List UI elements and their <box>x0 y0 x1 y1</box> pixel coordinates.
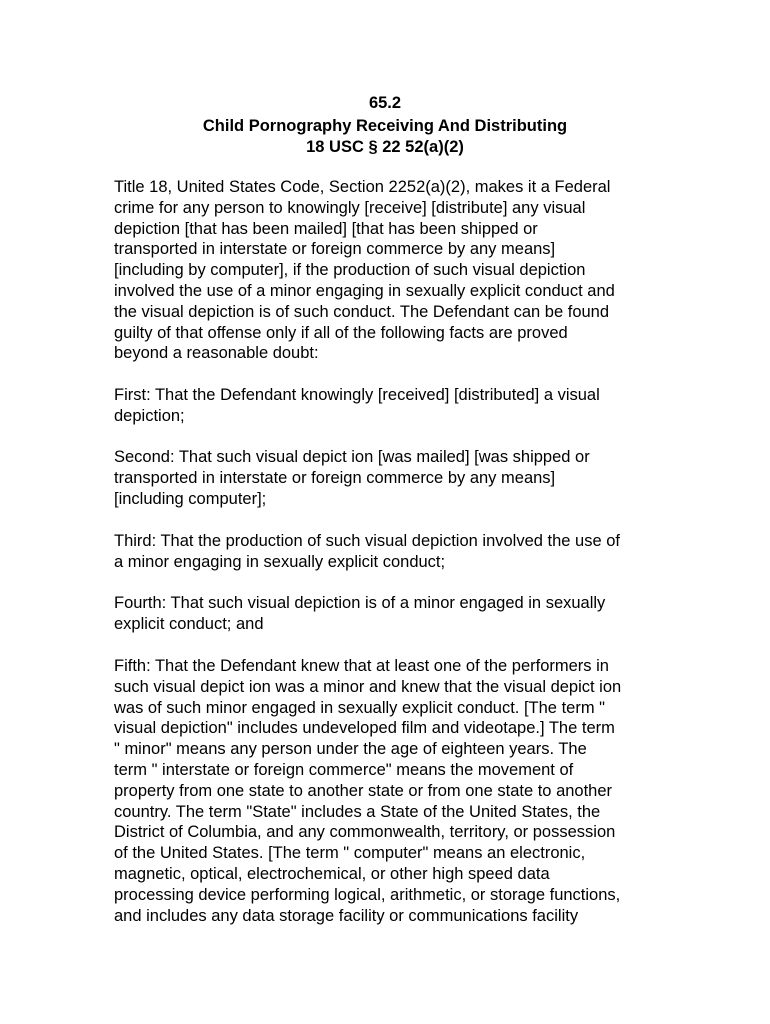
text-line: transported in interstate or foreign commerce by any means] <box>114 468 556 487</box>
text-line: " minor" means any person under the age of eighteen years. The <box>114 740 587 759</box>
text-line: Fifth: That the Defendant knew that at least one of the performers in <box>114 657 609 675</box>
text-line: District of Columbia, and any commonwealth, territory, or possession <box>114 823 616 842</box>
text-line: Second: That such visual depict ion [was mailed] [was shipped or <box>114 448 590 466</box>
text-line: Title 18, United States Code, Section 2252(a)(2), makes it a Federal <box>114 178 611 196</box>
text-line: beyond a reasonable doubt: <box>114 344 319 363</box>
text-line: Third: That the production of such visual depiction involved the use of <box>114 532 620 550</box>
element-fifth-paragraph <box>114 656 666 926</box>
text-line: country. The term "State" includes a State of the United States, the <box>114 802 601 821</box>
text-line: involved the use of a minor engaging in sexually explicit conduct and <box>114 281 615 300</box>
text-line: [including computer]; <box>114 489 267 508</box>
statute-citation: 18 USC § 22 52(a)(2) <box>306 138 464 156</box>
text-line: [including by computer], if the production of such visual depiction <box>114 261 586 280</box>
text-line: depiction [that has been mailed] [that has been shipped or <box>114 219 538 238</box>
element-second-paragraph <box>114 447 666 509</box>
text-line: explicit conduct; and <box>114 614 264 633</box>
text-line: visual depiction" includes undeveloped film and videotape.] The term <box>114 719 615 738</box>
text-line: was of such minor engaged in sexually explicit conduct. [The term " <box>114 698 606 717</box>
text-line: a minor engaging in sexually explicit conduct; <box>114 552 446 571</box>
text-line: guilty of that offense only if all of the following facts are proved <box>114 323 568 342</box>
text-line: processing device performing logical, arithmetic, or storage functions, <box>114 885 621 904</box>
text-line: and includes any data storage facility or communications facility <box>114 906 579 925</box>
document-title: Child Pornography Receiving And Distributing <box>202 117 568 135</box>
text-line: the visual depiction is of such conduct. The Defendant can be found <box>114 302 610 321</box>
section-number: 65.2 <box>368 94 402 112</box>
text-line: Fourth: That such visual depiction is of a minor engaged in sexually <box>114 594 606 612</box>
element-fourth-paragraph <box>114 593 666 635</box>
text-line: transported in interstate or foreign commerce by any means] <box>114 240 556 259</box>
text-line: First: That the Defendant knowingly [received] [distributed] a visual <box>114 386 600 404</box>
intro-paragraph <box>114 177 666 364</box>
element-third-paragraph <box>114 531 666 573</box>
text-line: magnetic, optical, electrochemical, or other high speed data <box>114 864 550 883</box>
text-line: depiction; <box>114 406 185 425</box>
text-line: crime for any person to knowingly [receive] [distribute] any visual <box>114 198 586 217</box>
text-line: such visual depict ion was a minor and knew that the visual depict ion <box>114 677 622 696</box>
text-line: term " interstate or foreign commerce" means the movement of <box>114 760 574 779</box>
element-first-paragraph <box>114 385 666 427</box>
text-line: of the United States. [The term " computer" means an electronic, <box>114 844 586 863</box>
text-line: property from one state to another state or from one state to another <box>114 781 613 800</box>
